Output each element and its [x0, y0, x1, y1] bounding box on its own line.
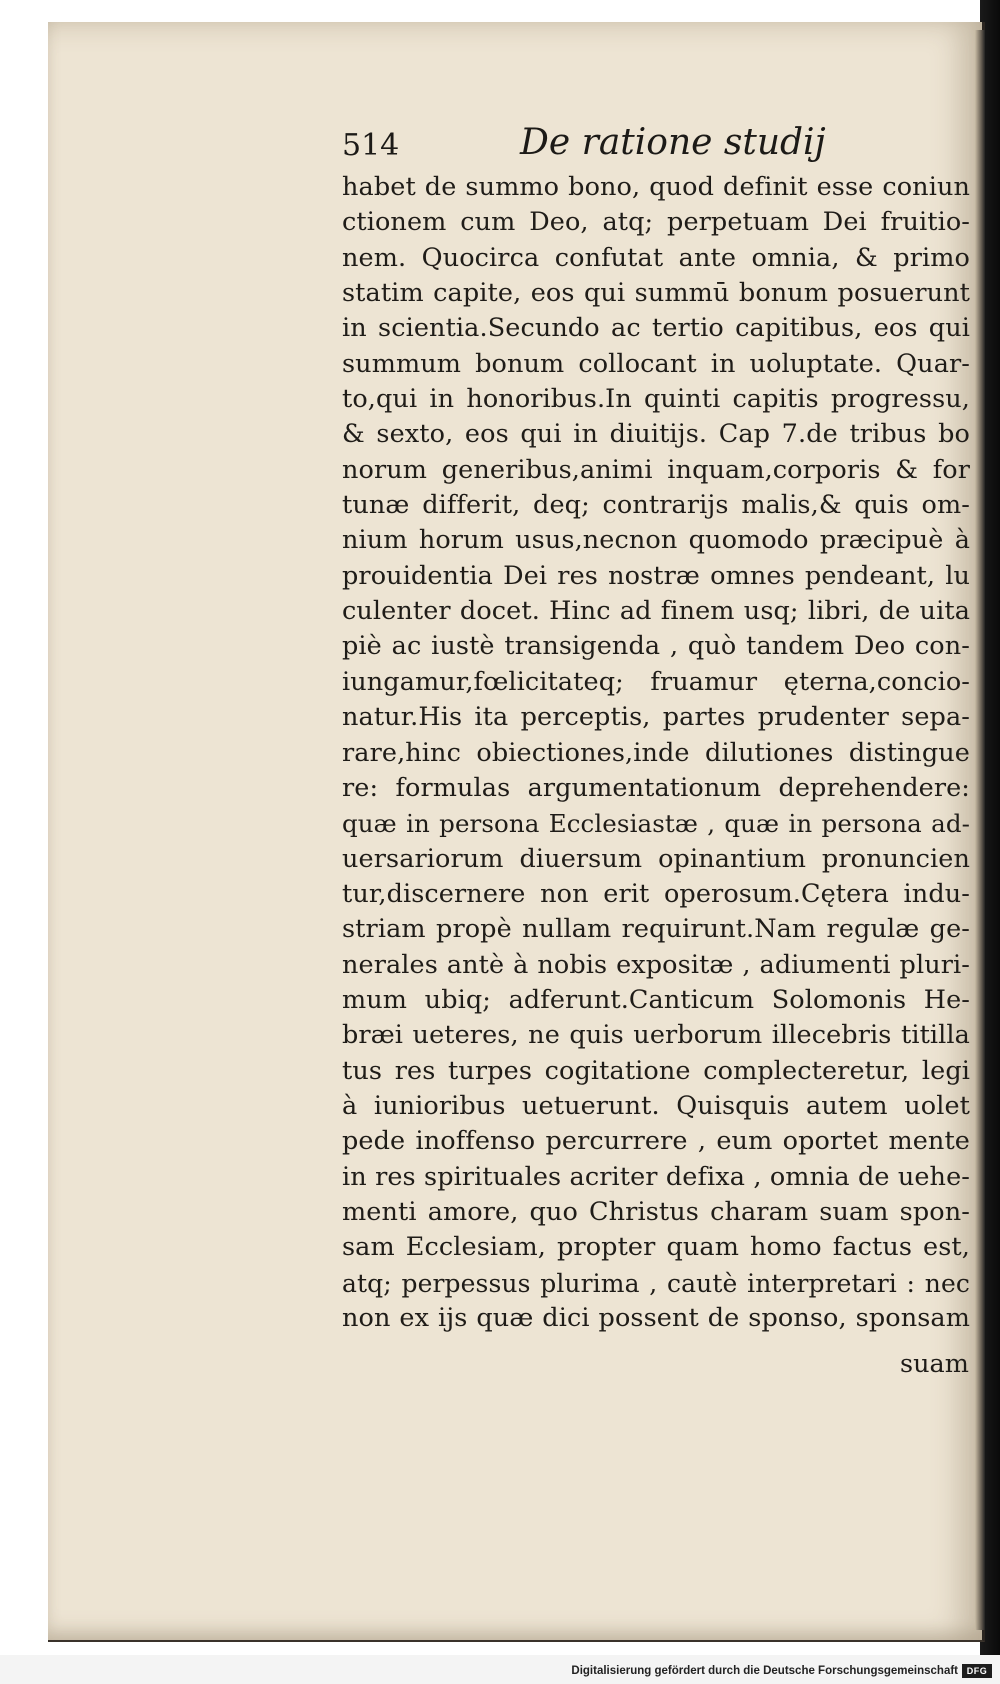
footer-bar — [0, 1662, 1000, 1684]
text-line: sam Ecclesiam, propter quam homo factus est, — [342, 1232, 970, 1263]
text-line: piè ac iustè transigenda , quò tandem Deo con- — [342, 631, 970, 662]
text-line: striam propè nullam requirunt.Nam regulæ ge- — [342, 914, 970, 945]
text-line: nem. Quocirca confutat ante omnia, & primo — [342, 242, 970, 273]
text-line: tunæ differit, deq; contrarijs malis,& quis om- — [342, 490, 970, 521]
text-line: tus res turpes cogitatione complecteretur, legi — [342, 1055, 970, 1086]
text-line: mum ubiq; adferunt.Canticum Solomonis He- — [342, 984, 970, 1015]
text-line: uersariorum diuersum opinantium pronuncien — [342, 843, 970, 874]
footer-credit: Digitalisierung gefördert durch die Deutsche Forschungsgemeinschaft — [571, 1665, 958, 1677]
text-line: habet de summo bono, quod definit esse coniun — [342, 172, 970, 202]
text-line: iungamur,fœlicitateq; fruamur ęterna,concio- — [342, 666, 970, 697]
text-line: non ex ijs quæ dici possent de sponso, sponsam — [342, 1303, 970, 1333]
text-line: in scientia.Secundo ac tertio capitibus, eos qui — [342, 313, 970, 344]
text-line: nerales antè à nobis expositæ , adiumenti pluri- — [342, 949, 970, 980]
text-line: & sexto, eos qui in diuitijs. Cap 7.de tribus bo — [342, 419, 970, 450]
page-edge — [975, 30, 985, 1630]
text-line: pede inoffenso percurrere , eum oportet mente — [342, 1126, 970, 1157]
text-line: summum bonum collocant in uoluptate. Quar- — [342, 348, 970, 379]
text-line: to,qui in honoribus.In quinti capitis progressu, — [342, 384, 970, 415]
dfg-logo: DFG — [962, 1664, 992, 1678]
page-number: 514 — [342, 128, 400, 163]
text-line: natur.His ita perceptis, partes prudenter sepa- — [342, 702, 970, 733]
text-line: statim capite, eos qui summū bonum posuerunt — [342, 278, 970, 309]
running-head: De ratione studij — [520, 122, 826, 163]
text-line: norum generibus,animi inquam,corporis & for — [342, 454, 970, 485]
text-line: ctionem cum Deo, atq; perpetuam Dei fruitio- — [342, 207, 970, 238]
text-line: re: formulas argumentationum deprehendere: — [342, 772, 970, 803]
text-line: rare,hinc obiectiones,inde dilutiones distingue — [342, 737, 970, 768]
text-line: nium horum usus,necnon quomodo præcipuè à — [342, 525, 970, 556]
text-line: tur,discernere non erit operosum.Cętera indu- — [342, 878, 970, 909]
text-line: atq; perpessus plurima , cautè interpretari : nec — [342, 1268, 970, 1298]
text-line: menti amore, quo Christus charam suam spon- — [342, 1196, 970, 1227]
text-line: culenter docet. Hinc ad finem usq; libri, de uita — [342, 596, 970, 627]
body-text — [342, 170, 970, 1336]
text-line: in res spirituales acriter defixa , omnia de uehe- — [342, 1161, 970, 1192]
text-line: bræi ueteres, ne quis uerborum illecebris titilla — [342, 1020, 970, 1051]
page-header — [342, 122, 902, 170]
text-line: quæ in persona Ecclesiastæ , quæ in persona ad- — [342, 809, 970, 839]
text-line: prouidentia Dei res nostræ omnes pendeant, lu — [342, 560, 970, 591]
text-line: à iunioribus uetuerunt. Quisquis autem uolet — [342, 1090, 970, 1121]
catchword: suam — [900, 1349, 969, 1379]
